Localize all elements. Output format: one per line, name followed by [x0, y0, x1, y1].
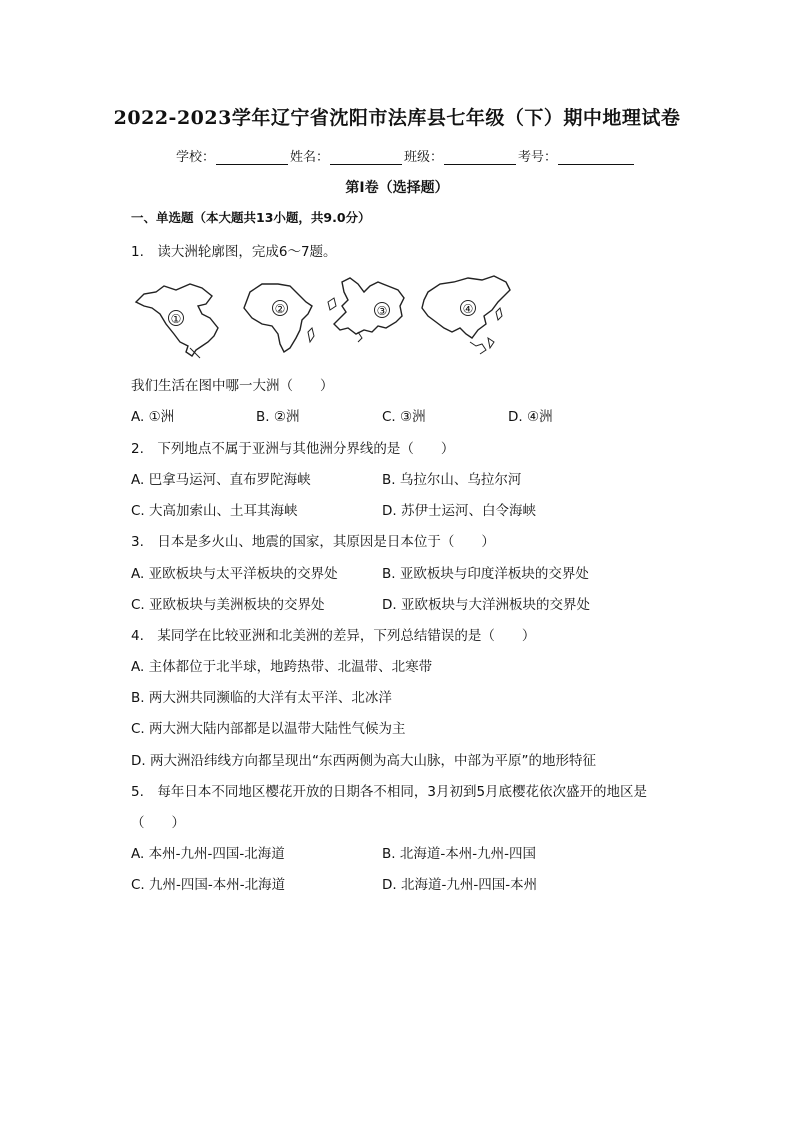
question-4-stem: 4. 某同学在比较亚洲和北美洲的差异，下列总结错误的是（ ）	[131, 628, 536, 644]
q1-option-c[interactable]: C. ③洲	[382, 409, 426, 425]
q3-option-a[interactable]: A. 亚欧板块与太平洋板块的交界处	[131, 566, 338, 582]
q2-option-b[interactable]: B. 乌拉尔山、乌拉尔河	[382, 472, 522, 488]
map-label-2: ②	[274, 302, 286, 316]
q2-option-c[interactable]: C. 大高加索山、土耳其海峡	[131, 503, 298, 519]
school-label: 学校：	[176, 150, 216, 165]
map-label-1: ①	[170, 312, 182, 326]
q1-option-b[interactable]: B. ②洲	[256, 409, 300, 425]
q4-option-a[interactable]: A. 主体都位于北半球，地跨热带、北温带、北寒带	[131, 659, 433, 675]
q3-option-c[interactable]: C. 亚欧板块与美洲板块的交界处	[131, 597, 325, 613]
q5-option-b[interactable]: B. 北海道-本州-九州-四国	[382, 846, 536, 862]
q2-option-d[interactable]: D. 苏伊士运河、白令海峡	[382, 503, 536, 519]
africa-outline	[244, 284, 314, 352]
map-label-4: ④	[462, 302, 474, 316]
q4-option-c[interactable]: C. 两大洲大陆内部都是以温带大陆性气候为主	[131, 721, 406, 737]
class-label: 班级：	[404, 150, 444, 165]
north-america-outline	[136, 284, 218, 358]
part-title: 一、单选题（本大题共13小题，共9.0分）	[131, 210, 371, 225]
question-1-sub-stem: 我们生活在图中哪一大洲（ ）	[131, 378, 334, 394]
q5-option-d[interactable]: D. 北海道-九州-四国-本州	[382, 877, 538, 893]
question-3-stem: 3. 日本是多火山、地震的国家，其原因是日本位于（ ）	[131, 534, 495, 550]
q1-option-d[interactable]: D. ④洲	[508, 409, 553, 425]
q3-option-d[interactable]: D. 亚欧板块与大洋洲板块的交界处	[382, 597, 590, 613]
q1-option-a[interactable]: A. ①洲	[131, 409, 175, 425]
name-blank[interactable]	[330, 150, 402, 165]
q3-option-b[interactable]: B. 亚欧板块与印度洋板块的交界处	[382, 566, 589, 582]
name-label: 姓名：	[290, 150, 330, 165]
map-label-3: ③	[376, 304, 388, 318]
exam-number-blank[interactable]	[558, 150, 634, 165]
q4-option-b[interactable]: B. 两大洲共同濒临的大洋有太平洋、北冰洋	[131, 690, 392, 706]
class-blank[interactable]	[444, 150, 516, 165]
continent-outline-maps	[132, 272, 512, 360]
question-1-stem: 1. 读大洲轮廓图，完成6～7题。	[131, 244, 337, 260]
asia-outline	[422, 276, 510, 354]
europe-outline	[328, 278, 404, 342]
question-5-stem-continued: （ ）	[131, 815, 185, 831]
q5-option-a[interactable]: A. 本州-九州-四国-北海道	[131, 846, 285, 862]
question-2-stem: 2. 下列地点不属于亚洲与其他洲分界线的是（ ）	[131, 441, 455, 457]
q4-option-d[interactable]: D. 两大洲沿纬线方向都呈现出“东西两侧为高大山脉，中部为平原”的地形特征	[131, 753, 596, 769]
student-info-row	[176, 146, 636, 165]
q5-option-c[interactable]: C. 九州-四国-本州-北海道	[131, 877, 286, 893]
exam-title: 2022-2023学年辽宁省沈阳市法库县七年级（下）期中地理试卷	[113, 107, 681, 129]
school-blank[interactable]	[216, 150, 288, 165]
question-5-stem: 5. 每年日本不同地区樱花开放的日期各不相同，3月初到5月底樱花依次盛开的地区是	[131, 784, 648, 800]
section-title: 第Ⅰ卷（选择题）	[345, 180, 449, 196]
q2-option-a[interactable]: A. 巴拿马运河、直布罗陀海峡	[131, 472, 311, 488]
exam-number-label: 考号：	[518, 150, 558, 165]
